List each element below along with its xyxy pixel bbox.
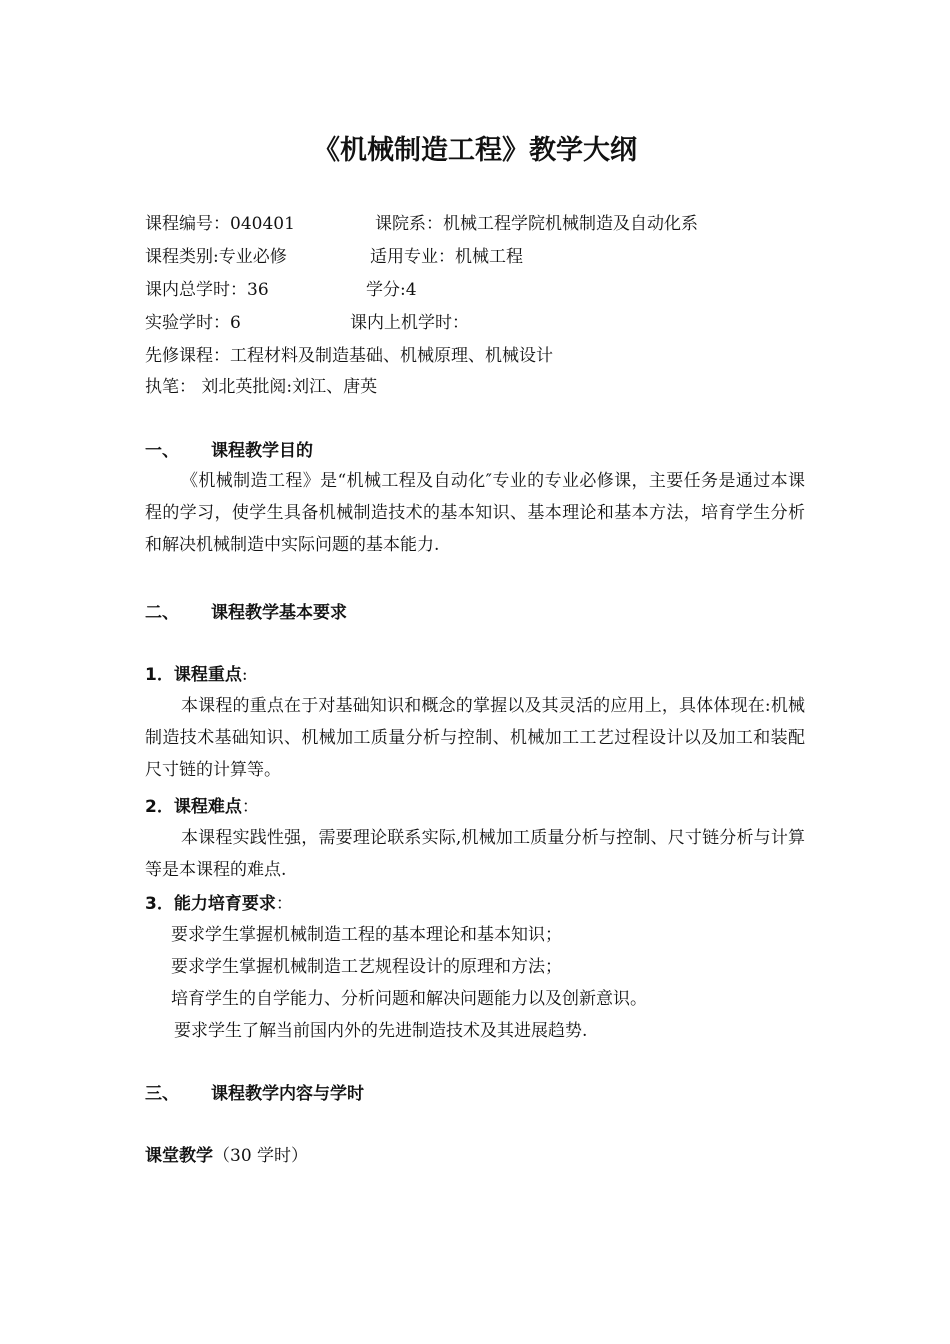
credits: 学分:4 xyxy=(366,280,417,300)
ability-label: 3．能力培育要求 xyxy=(145,894,276,914)
section-1-text: 《机械制造工程》是“机械工程及自动化″专业的专业必修课，主要任务是通过本课程的学习，使学生具备机械制造技术的基本知识、基本理论和基本方法，培育学生分析和解决机械制造中实际问题的基本能力. xyxy=(145,471,805,555)
lab-hours: 实验学时：6 xyxy=(145,313,241,333)
section-3-number: 三、 xyxy=(145,1084,179,1104)
section-3-title: 课程教学内容与学时 xyxy=(211,1084,364,1104)
ability-heading xyxy=(145,893,293,915)
section-1-title: 课程教学目的 xyxy=(211,441,313,461)
ability-colon: ： xyxy=(275,894,293,914)
key-points-heading xyxy=(145,664,248,686)
ability-item: 培育学生的自学能力、分析问题和解决问题能力以及创新意识。 xyxy=(171,989,647,1009)
ability-item: 要求学生了解当前国内外的先进制造技术及其进展趋势. xyxy=(174,1021,588,1041)
course-major: 适用专业：机械工程 xyxy=(370,247,523,267)
computer-hours: 课内上机学时： xyxy=(350,313,469,333)
difficult-points-colon: ： xyxy=(241,797,259,817)
total-hours: 课内总学时：36 xyxy=(145,280,269,300)
section-2-title: 课程教学基本要求 xyxy=(211,603,347,623)
course-department: 课院系：机械工程学院机械制造及自动化系 xyxy=(375,214,698,234)
difficult-points-heading xyxy=(145,796,259,818)
document-title: 《机械制造工程》教学大纲 xyxy=(313,135,637,166)
key-points-colon: : xyxy=(241,665,248,685)
difficult-points-label: 2．课程难点 xyxy=(145,797,242,817)
ability-item: 要求学生掌握机械制造工程的基本理论和基本知识； xyxy=(171,925,562,945)
section-1-number: 一、 xyxy=(145,441,179,461)
classroom-hours: （30 学时） xyxy=(213,1146,309,1166)
classroom-teaching xyxy=(145,1145,308,1167)
difficult-points-text: 本课程实践性强，需要理论联系实际,机械加工质量分析与控制、尺寸链分析与计算等是本课程的难点. xyxy=(145,828,805,880)
classroom-label: 课堂教学 xyxy=(145,1146,213,1166)
key-points-text: 本课程的重点在于对基础知识和概念的掌握以及其灵活的应用上，具体体现在:机械制造技术基础知识、机械加工质量分析与控制、机械加工工艺过程设计以及加工和装配尺寸链的计算等。 xyxy=(145,696,805,780)
section-2-number: 二、 xyxy=(145,603,179,623)
author-reviewers: 执笔： 刘北英批阅:刘江、唐英 xyxy=(145,377,378,397)
ability-item: 要求学生掌握机械制造工艺规程设计的原理和方法； xyxy=(171,957,562,977)
key-points-label: 1．课程重点 xyxy=(145,665,242,685)
prerequisites: 先修课程：工程材料及制造基础、机械原理、机械设计 xyxy=(145,346,553,366)
course-code: 课程编号：040401 xyxy=(145,214,295,234)
course-type: 课程类别:专业必修 xyxy=(145,247,287,267)
